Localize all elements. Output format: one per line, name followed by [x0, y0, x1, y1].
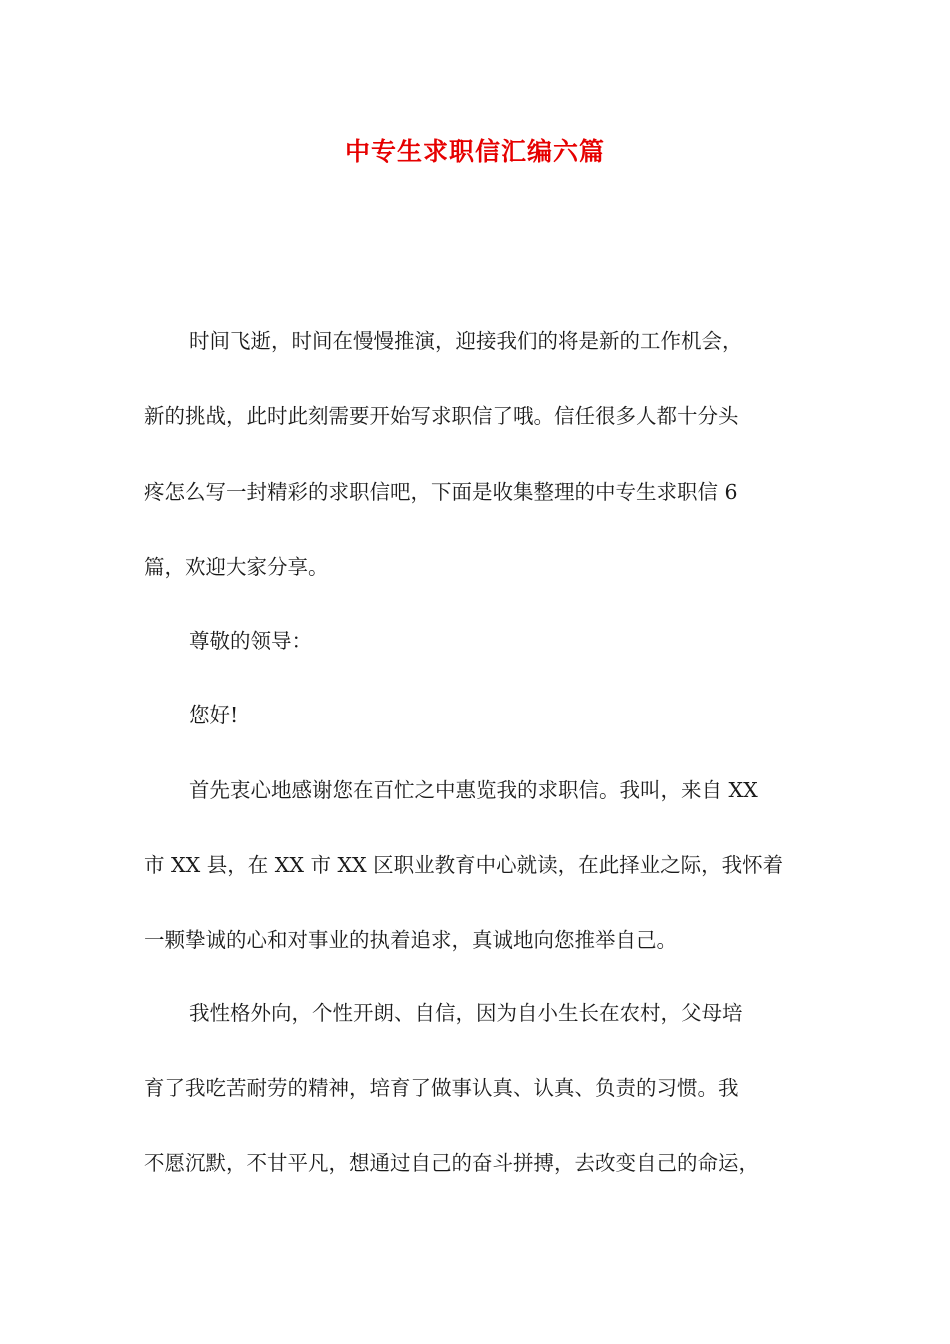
paragraph-line: 我性格外向，个性开朗、自信，因为自小生长在农村，父母培	[189, 1001, 743, 1025]
paragraph-line: 育了我吃苦耐劳的精神，培育了做事认真、认真、负责的习惯。我	[144, 1076, 739, 1100]
paragraph-line: 篇，欢迎大家分享。	[144, 555, 329, 579]
paragraph-line: 新的挑战，此时此刻需要开始写求职信了哦。信任很多人都十分头	[144, 404, 739, 428]
greeting-line: 您好!	[189, 703, 239, 727]
salutation-line: 尊敬的领导：	[189, 629, 312, 653]
paragraph-line: 首先衷心地感谢您在百忙之中惠览我的求职信。我叫，来自 XX	[189, 778, 758, 802]
paragraph-line: 时间飞逝，时间在慢慢推演，迎接我们的将是新的工作机会，	[189, 329, 743, 353]
paragraph-line: 一颗挚诚的心和对事业的执着追求，真诚地向您推举自己。	[144, 928, 677, 952]
paragraph-line: 不愿沉默，不甘平凡，想通过自己的奋斗拼搏，去改变自己的命运，	[144, 1151, 759, 1175]
paragraph-line: 市 XX 县，在 XX 市 XX 区职业教育中心就读，在此择业之际，我怀着	[144, 853, 784, 877]
paragraph-line: 疼怎么写一封精彩的求职信吧，下面是收集整理的中专生求职信 6	[144, 480, 738, 504]
document-title: 中专生求职信汇编六篇	[344, 137, 605, 166]
